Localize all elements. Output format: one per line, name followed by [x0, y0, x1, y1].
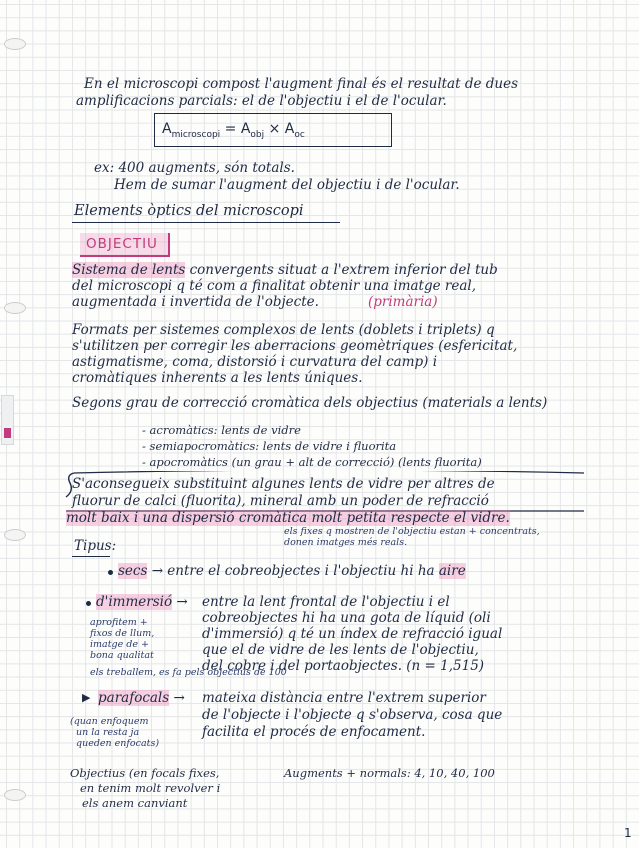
immersio-side-4: bona qualitat	[90, 650, 154, 661]
section-title: Elements òptics del microscopi	[74, 203, 304, 219]
intro-line-2: amplificacions parcials: el de l'objectiu i el de l'ocular.	[76, 93, 447, 109]
example-line-1: ex: 400 augments, són totals.	[94, 160, 295, 176]
page-number: 1	[624, 826, 632, 840]
fluor-line-3: molt baix i una dispersió cromàtica molt petita respecte el vidre.	[66, 510, 510, 526]
definition-line-3: augmentada i invertida de l'objecte.	[72, 294, 319, 310]
tipus-underline	[72, 556, 110, 557]
immersio-label-text: d'immersió	[96, 594, 173, 610]
parafocals-side-3: queden enfocats)	[76, 738, 160, 749]
formats-line-2: s'utilitzen per corregir les aberracions geomètriques (esfericitat,	[72, 338, 518, 354]
definition-line-1	[72, 262, 498, 278]
immersio-side-3: imatge de +	[90, 639, 149, 650]
secs-line	[118, 563, 466, 579]
formula-lhs-sub: microscopi	[171, 129, 221, 140]
immersio-side-5: els treballem, es fa pels objectius de 100	[90, 667, 287, 678]
immersio-line-1: entre la lent frontal de l'objectiu i el	[202, 594, 450, 610]
parafocals-side-2: un la resta ja	[76, 727, 140, 738]
secs-label: secs	[118, 563, 148, 579]
parafocals-arrow: →	[173, 690, 185, 706]
parafocals-side-1: (quan enfoquem	[70, 716, 149, 727]
formula	[162, 121, 305, 143]
binder-hole-1	[4, 38, 26, 50]
fluor-note-1: els fixes q mostren de l'objectiu estan + concentrats,	[284, 526, 540, 537]
definition-line-1-rest: convergents situat a l'extrem inferior del tub	[185, 262, 498, 278]
bottom-right: Augments + normals: 4, 10, 40, 100	[284, 766, 495, 780]
immersio-arrow: →	[176, 594, 188, 610]
immersio-line-5: del cobre i del portaobjectes. (n = 1,515)	[202, 658, 485, 674]
secs-rest: → entre el cobreobjectes i l'objectiu hi ha	[147, 563, 439, 579]
type-semiapocromatics: - semiapocromàtics: lents de vidre i fluorita	[142, 439, 397, 453]
formats-line-4: cromàtiques inherents a les lents úniques.	[72, 370, 363, 386]
parafocals-label	[98, 690, 185, 706]
fluor-line-1: S'aconsegueix substituint algunes lents de vidre per altres de	[72, 476, 495, 492]
formula-a-oc-sub: oc	[294, 129, 305, 140]
bottom-left-3: els anem canviant	[82, 796, 188, 810]
immersio-bullet	[86, 601, 91, 606]
binder-hole-2	[4, 302, 26, 314]
formula-lhs: A	[162, 121, 172, 137]
formula-a-oc: A	[284, 121, 295, 137]
section-title-underline	[72, 222, 340, 223]
binder-hole-3	[4, 529, 26, 541]
type-acromatics: - acromàtics: lents de vidre	[142, 423, 301, 437]
secs-bullet	[108, 570, 113, 575]
bottom-left-2: en tenim molt revolver i	[80, 781, 221, 795]
immersio-side-2: fixos de llum,	[90, 628, 155, 639]
page-tab-marker	[1, 395, 14, 445]
immersio-line-3: d'immersió) q té un índex de refracció igual	[202, 626, 503, 642]
definition-line-2: del microscopi q té com a finalitat obtenir una imatge real,	[72, 278, 476, 294]
parafocals-line-3: facilita el procés de enfocament.	[202, 724, 426, 740]
immersio-line-2: cobreobjectes hi ha una gota de líquid (oli	[202, 610, 491, 626]
formats-line-3: astigmatisme, coma, distorsió i curvatura del camp) i	[72, 354, 438, 370]
formula-times: ×	[268, 121, 281, 137]
objectiu-heading: OBJECTIU	[86, 236, 158, 252]
immersio-side-1: aprofitem +	[90, 617, 148, 628]
type-apocromatics: - apocromàtics (un grau + alt de correcció) (lents fluorita)	[142, 455, 482, 469]
parafocals-line-1: mateixa distància entre l'extrem superior	[202, 690, 486, 706]
formula-a-obj-sub: obj	[250, 129, 265, 140]
formula-eq: =	[224, 121, 237, 137]
tipus-label: Tipus:	[74, 538, 117, 554]
definition-tag: (primària)	[368, 294, 438, 310]
formula-a-obj: A	[240, 121, 251, 137]
parafocals-bullet-arrow: ▶	[82, 691, 91, 704]
formats-line-1: Formats per sistemes complexos de lents (doblets i triplets) q	[72, 322, 495, 338]
secs-aire: aire	[438, 563, 466, 579]
fluor-note-2: donen imatges més reals.	[284, 537, 408, 548]
immersio-label	[96, 594, 188, 610]
fluor-line-2: fluorur de calci (fluorita), mineral amb un poder de refracció	[72, 493, 489, 509]
intro-line-1: En el microscopi compost l'augment final és el resultat de dues	[84, 76, 518, 92]
binder-hole-4	[4, 789, 26, 801]
segons-line: Segons grau de correcció cromàtica dels objectius (materials a lents)	[72, 395, 548, 411]
parafocals-line-2: de l'objecte i l'objecte q s'observa, cosa que	[202, 707, 503, 723]
bottom-left-1: Objectius (en focals fixes,	[70, 766, 220, 780]
immersio-line-4: que el de vidre de les lents de l'objectiu,	[202, 642, 479, 658]
example-line-2: Hem de sumar l'augment del objectiu i de l'ocular.	[114, 177, 460, 193]
tab-color-mark	[4, 428, 11, 438]
parafocals-label-text: parafocals	[98, 690, 170, 706]
definition-highlight: Sistema de lents	[72, 262, 186, 278]
